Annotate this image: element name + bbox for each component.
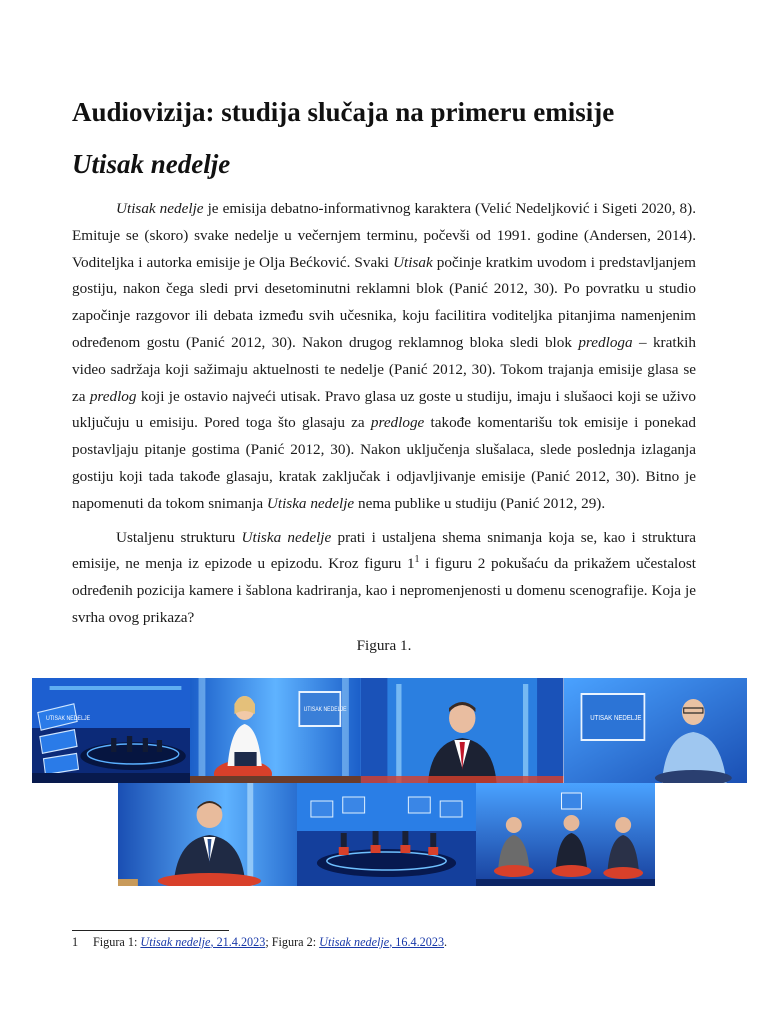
footnote-link-figure-1[interactable]	[140, 935, 265, 949]
text-run: je emisija debatno-informativnog karaktera (Velić Nedeljković i Sigeti 2020, 8). Emituje se (skoro) svake nedelje u večernjem terminu, počevši od 1991. godine (Andersen, 2014). Voditeljka i autorka emisije je Olja Bećković. Svaki	[72, 200, 696, 271]
text-run: takođe komentarišu tok emisije i ponekad postavljaju pitanje gostima (Panić 2012, 30). Nakon uključenja slušalaca, slede poslednja izlaganja gostiju koji tada takođe glasaju, kratak zaključak i odjavljivanje emisije (Panić 2012, 30). Bitno je napomenuti da tokom snimanja	[72, 414, 696, 512]
footnote-reference[interactable]: 1	[414, 554, 420, 566]
footnote-1	[72, 933, 712, 951]
title-line-2: Utisak nedelje	[72, 149, 231, 179]
text-run: i figuru 2 pokušaću da prikažem učestalost određenih pozicija kamere i šablona kadriranja, kao i nepromenjenosti u domenu scenografije. Koja je svrha ovog prikaza?	[72, 555, 697, 626]
show-name-genitive: Utiska nedelje	[266, 494, 355, 512]
still-guest-closeup	[361, 678, 563, 783]
show-name-genitive: Utiska nedelje	[241, 528, 332, 546]
still-guest-medium	[118, 783, 297, 886]
footnote-number: 1	[72, 935, 79, 949]
still-guests-trio	[476, 783, 655, 886]
footnote-link-figure-2[interactable]	[319, 935, 444, 949]
screen-label: UTISAK NEDELJE	[46, 715, 91, 723]
show-name-short: Utisak	[393, 253, 433, 271]
link-title: Utisak nedelje	[140, 935, 211, 949]
term-predloga: predloga	[578, 333, 633, 351]
footnote-label: Figura 1:	[93, 935, 141, 949]
text-run: nema publike u studiju (Panić 2012, 29).	[354, 494, 606, 512]
link-date: , 16.4.2023	[389, 935, 445, 949]
term-predloge: predloge	[370, 414, 425, 432]
link-title: Utisak nedelje	[319, 935, 390, 949]
figure-1-row-1	[32, 678, 747, 783]
footnote-separator	[72, 930, 229, 931]
figure-caption: Figura 1.	[356, 637, 412, 654]
text-run: – kratkih video sadržaja koji sažimaju aktuelnosti te nedelje (Panić 2012, 30). Tokom trajanja emisije glasa se za	[72, 333, 696, 405]
screen-label: UTISAK NEDELJE	[303, 706, 347, 714]
still-host-seated	[190, 678, 361, 783]
text-run: koji je ostavio najveći utisak. Pravo glasa uz goste u studiju, imaju i slušaoci koji se uživo uključuju u emisiju. Pored toga što glasaju za	[72, 387, 696, 432]
document-title	[72, 86, 712, 190]
paragraph-1	[72, 196, 696, 518]
text-run: Ustaljenu strukturu	[116, 528, 242, 546]
body-text	[72, 196, 696, 632]
still-guest-seated	[564, 678, 748, 783]
link-date: , 21.4.2023	[210, 935, 266, 949]
text-run: počinje kratkim uvodom i predstavljanjem gostiju, nakon čega sledi prvi desetominutni reklamni blok (Panić 2012, 30). Po povratku u studio započinje razgovor ili debata između svih učesnika, koju facilitira voditeljka pitanjima namenjenim određenom gostu (Panić 2012, 30). Nakon drugog reklamnog bloka sledi blok	[72, 253, 696, 351]
screen-label: UTISAK NEDELJE	[589, 714, 641, 723]
figure-1-row-2	[118, 783, 655, 886]
still-studio-wide	[32, 678, 190, 783]
term-predlog: predlog	[89, 387, 137, 405]
footnote-label: ; Figura 2:	[265, 935, 320, 949]
title-line-1: Audiovizija: studija slučaja na primeru emisije	[72, 97, 615, 127]
footnote-end: .	[444, 935, 448, 949]
paragraph-2	[72, 525, 696, 632]
still-studio-panel	[297, 783, 476, 886]
show-name: Utisak nedelje	[116, 200, 204, 217]
text-run: prati i ustaljena shema snimanja koja se, kao i struktura emisije, ne menja iz epizode u epizodu. Kroz figuru 1	[72, 528, 696, 573]
